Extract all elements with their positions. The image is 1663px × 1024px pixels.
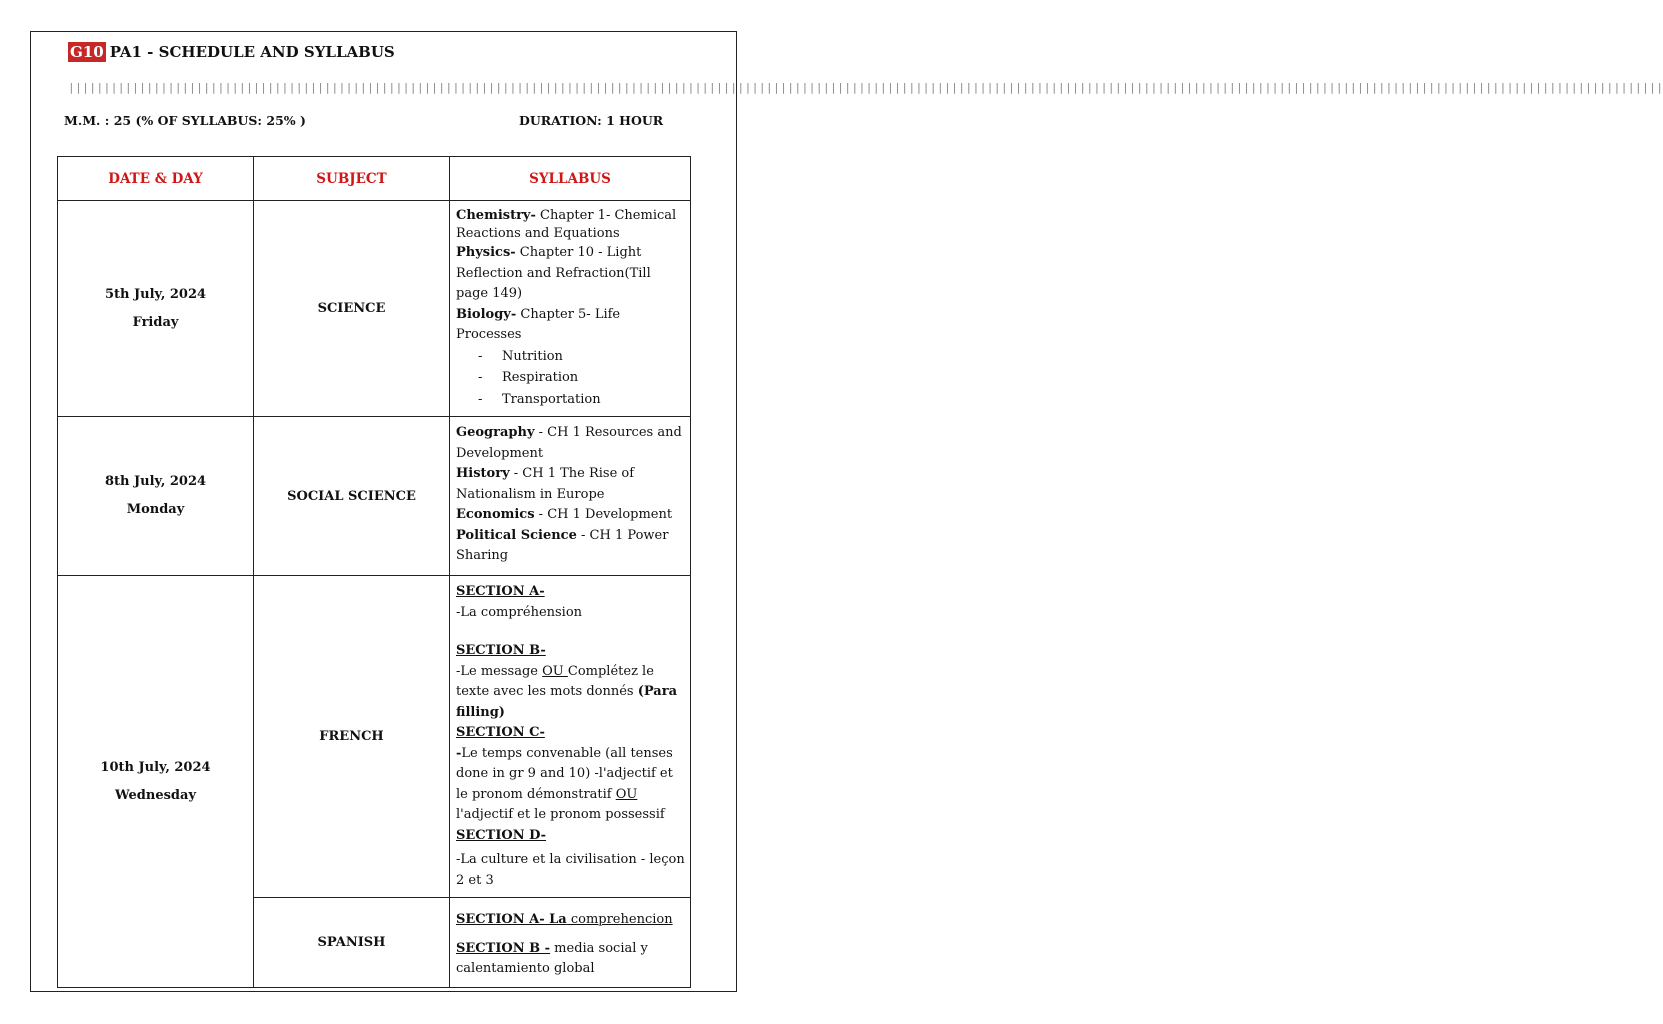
duration: DURATION: 1 HOUR [519, 113, 664, 128]
physics-label: Physics- [456, 245, 516, 260]
economics-label: Economics [456, 507, 535, 522]
exam-date: 8th July, 2024 [104, 474, 207, 489]
section-d-text: -La culture et la civilisation - leçon 2 et 3 [456, 852, 685, 888]
section-a-text: comprehencion [566, 912, 673, 927]
page-title [68, 42, 395, 62]
subject-science: SCIENCE [254, 201, 450, 417]
table-row-science [58, 201, 691, 417]
section-a-heading: SECTION A- [456, 584, 545, 599]
exam-date: 10th July, 2024 [100, 759, 211, 775]
section-b-text-mid: Complétez le texte avec les mots donnés [456, 663, 654, 699]
chemistry-label: Chemistry- [456, 208, 536, 223]
geography-label: Geography [456, 425, 535, 440]
syllabus-science [450, 201, 691, 417]
biology-topics [456, 346, 686, 411]
exam-day: Wednesday [114, 787, 196, 803]
ou-text: OU [542, 663, 568, 679]
history-text: - CH 1 The Rise of Nationalism in Europe [456, 466, 635, 502]
schedule-table [57, 156, 691, 988]
section-c-dash: - [456, 745, 462, 761]
subject-french: FRENCH [254, 576, 450, 898]
date-cell [58, 417, 254, 576]
decorative-barcode-divider: |||||||||||||||||||||||||||||||||||||||||||||||||||||||||||||||||||||||||||||||||||||||||||||||||||||||||||||||||||||||||||||||||||||||||||||||||||||||||||||||||||||||||||||||||||||||||||||||||||||||||||||||||||||||||||||||| [68, 81, 1663, 94]
section-b-heading: SECTION B - [456, 940, 551, 956]
list-item: - Respiration [456, 367, 686, 389]
exam-day: Monday [126, 502, 185, 517]
subject-spanish: SPANISH [254, 898, 450, 988]
section-c-text: Le temps convenable (all tenses done in gr 9 and 10) -l'adjectif et le pronom démonstratif [456, 745, 673, 802]
section-a-text: -La compréhension [456, 604, 583, 620]
title-text: PA1 - SCHEDULE AND SYLLABUS [109, 43, 395, 61]
para-filling-note: (Para filling) [456, 684, 678, 720]
economics-text: - CH 1 Development [534, 507, 673, 522]
grade-badge: G10 [70, 43, 104, 61]
exam-date: 5th July, 2024 [104, 286, 207, 302]
biology-label: Biology- [456, 306, 517, 322]
history-label: History [456, 466, 510, 481]
ou-text: OU [615, 786, 638, 802]
exam-day: Friday [132, 314, 179, 330]
date-cell [58, 201, 254, 417]
table-header-row [58, 157, 691, 201]
section-b-heading: SECTION B- [456, 643, 546, 658]
max-marks: M.M. : 25 (% OF SYLLABUS: 25% ) [64, 113, 306, 128]
list-item: - Transportation [456, 389, 686, 411]
syllabus-spanish [450, 898, 691, 988]
geography-text: - CH 1 Resources and Development [456, 425, 682, 461]
list-item: - Nutrition [456, 346, 686, 368]
political-science-label: Political Science [456, 527, 577, 543]
section-b-text: media social y calentamiento global [456, 940, 648, 976]
subject-social-science: SOCIAL SCIENCE [254, 417, 450, 576]
section-b-text: -Le message [456, 663, 543, 679]
column-header-subject: SUBJECT [254, 157, 450, 201]
section-a-heading: SECTION A- La [456, 912, 567, 927]
date-cell [58, 576, 254, 988]
section-c-text-post: l'adjectif et le pronom possessif [456, 807, 665, 822]
syllabus-french [450, 576, 691, 898]
political-science-text: - CH 1 Power Sharing [456, 527, 669, 563]
table-row-social-science [58, 417, 691, 576]
biology-text: Chapter 5- Life Processes [456, 306, 621, 342]
table-row-french [58, 576, 691, 898]
section-c-heading: SECTION C- [456, 725, 545, 740]
syllabus-social-science [450, 417, 691, 576]
column-header-date: DATE & DAY [58, 157, 254, 201]
column-header-syllabus: SYLLABUS [450, 157, 691, 201]
physics-text: Chapter 10 - Light Reflection and Refraction(Till page 149) [456, 245, 651, 301]
chemistry-text: Chapter 1- Chemical Reactions and Equations [456, 208, 677, 241]
section-d-heading: SECTION D- [456, 827, 547, 843]
